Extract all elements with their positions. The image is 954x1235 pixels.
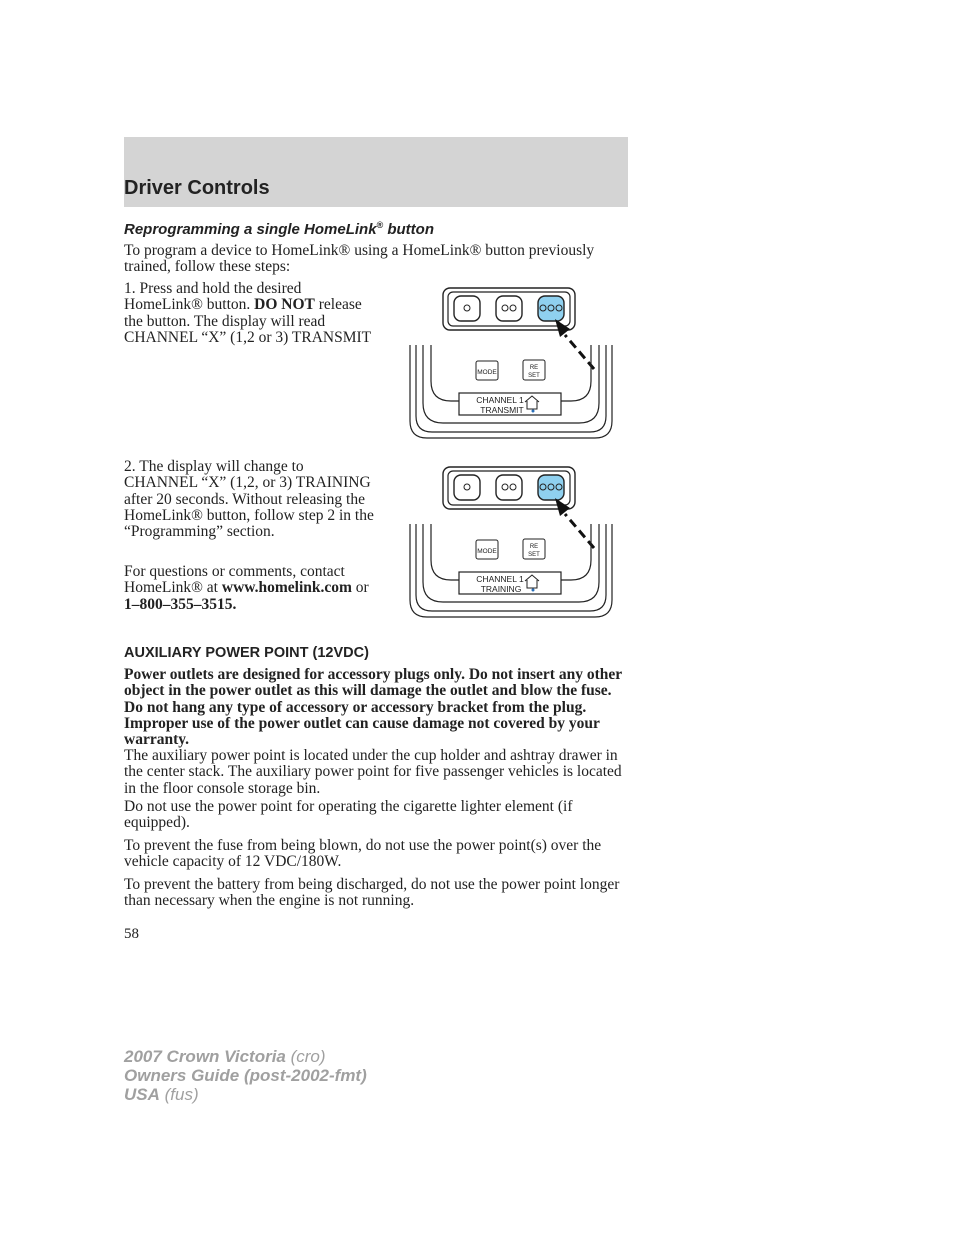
aux-paragraph-3: To prevent the fuse from being blown, do not use the power point(s) over the vehicle capacity of 12 VDC/180W.	[124, 837, 602, 871]
arrow-head-icon	[555, 319, 570, 337]
contact-text: For questions or comments, contact HomeLink® at www.homelink.com or 1–800–355–3515.	[124, 563, 369, 613]
pointer-arrow-icon	[565, 335, 594, 369]
reset-label-top: RE	[529, 544, 539, 550]
pointer-arrow-icon	[565, 514, 594, 548]
homelink-button-2	[496, 475, 522, 500]
footer-line-1: 2007 Crown Victoria (cro)	[124, 1047, 326, 1066]
footer-line-2: Owners Guide (post-2002-fmt)	[124, 1066, 367, 1085]
document-footer	[124, 1047, 367, 1104]
mode-label: MODE	[477, 369, 497, 376]
step-2-text: 2. The display will change to CHANNEL “X” (1,2, or 3) TRAINING after 20 seconds. Without releasing the HomeLink® button, follow step 2 in the “Programming” section.	[124, 458, 374, 541]
reset-label-bottom: SET	[528, 552, 540, 558]
homelink-button-1	[454, 475, 480, 500]
mode-label: MODE	[477, 548, 497, 555]
aux-paragraph-1: The auxiliary power point is located under the cup holder and ashtray drawer in the center stack. The auxiliary power point for five passenger vehicles is located in the floor console storage bin.	[124, 747, 622, 797]
homelink-button-2	[496, 296, 522, 321]
signal-icon	[532, 589, 535, 592]
display-line-2: TRAINING	[480, 584, 522, 594]
display-line-2: TRANSMIT	[480, 405, 524, 415]
reset-label-bottom: SET	[528, 373, 540, 379]
aux-warning: Power outlets are designed for accessory plugs only. Do not insert any other object in the power outlet as this will damage the outlet and blow the fuse. Do not hang any type of accessory or accessory bracket from the plug. Improper use of the power outlet can cause damage not covered by your warranty.	[124, 666, 622, 749]
homelink-button-3-pressed	[538, 296, 564, 321]
arrow-head-icon	[555, 498, 570, 516]
step-1-text: 1. Press and hold the desired HomeLink® button. DO NOT release the button. The display will read CHANNEL “X” (1,2 or 3) TRANSMIT	[124, 280, 372, 346]
display-line-1: CHANNEL 1	[476, 574, 524, 584]
footer-line-3: USA (fus)	[124, 1085, 199, 1104]
homelink-button-3-pressed	[538, 475, 564, 500]
signal-icon	[532, 410, 535, 413]
homelink-url: www.homelink.com	[221, 579, 352, 597]
aux-paragraph-4: To prevent the battery from being discharged, do not use the power point longer than necessary when the engine is not running.	[124, 876, 620, 910]
homelink-training-diagram	[405, 462, 617, 622]
reset-label-top: RE	[529, 365, 539, 371]
section-title: Driver Controls	[124, 177, 270, 199]
aux-power-heading: AUXILIARY POWER POINT (12VDC)	[124, 645, 369, 661]
display-line-1: CHANNEL 1	[476, 395, 524, 405]
homelink-button-1	[454, 296, 480, 321]
homelink-subheading: Reprogramming a single HomeLink® button	[124, 220, 434, 238]
homelink-intro: To program a device to HomeLink® using a HomeLink® button previously trained, follow these steps:	[124, 242, 595, 276]
aux-paragraph-2: Do not use the power point for operating the cigarette lighter element (if equipped).	[124, 798, 573, 832]
homelink-phone: 1–800–355–3515.	[124, 595, 237, 613]
page-number: 58	[124, 926, 139, 942]
homelink-transmit-diagram	[405, 283, 617, 443]
